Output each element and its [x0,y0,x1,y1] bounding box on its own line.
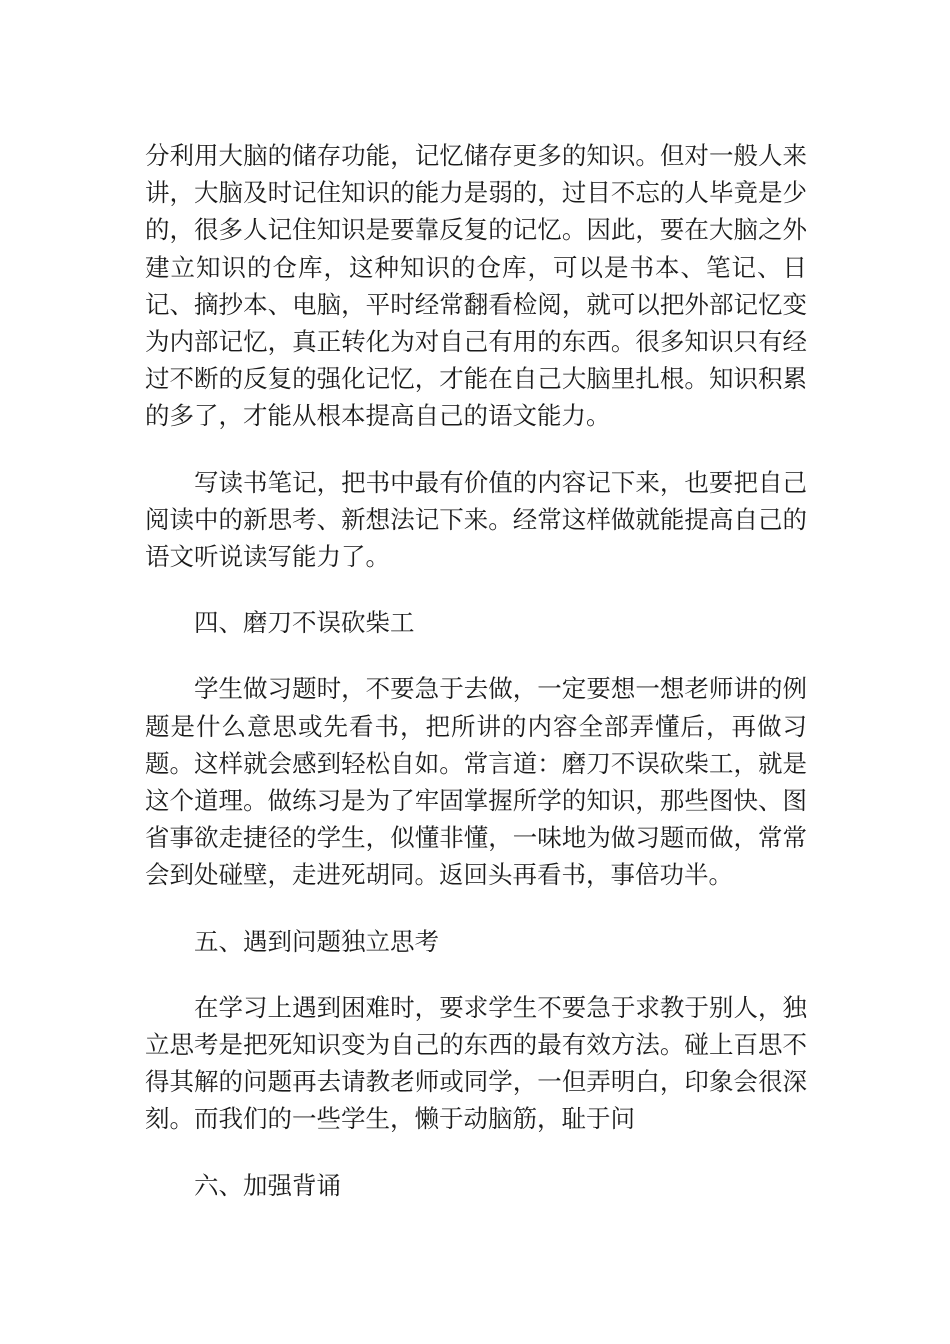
paragraph-reading-notes: 写读书笔记，把书中最有价值的内容记下来，也要把自己阅读中的新思考、新想法记下来。经常这样做就能提高自己的语文听说读写能力了。 [145,467,807,572]
paragraph-sharpen-knife: 学生做习题时，不要急于去做，一定要想一想老师讲的例题是什么意思或先看书，把所讲的内容全部弄懂后，再做习题。这样就会感到轻松自如。常言道：磨刀不误砍柴工，就是这个道理。做练习是为了牢固掌握所学的知识，那些图快、图省事欲走捷径的学生，似懂非懂，一味地为做习题而做，常常会到处碰壁，走进死胡同。返回头再看书，事倍功半。 [145,674,807,890]
paragraph-memory-storage: 分利用大脑的储存功能，记忆储存更多的知识。但对一般人来讲，大脑及时记住知识的能力是弱的，过目不忘的人毕竟是少的，很多人记住知识是要靠反复的记忆。因此，要在大脑之外建立知识的仓库，这种知识的仓库，可以是书本、笔记、日记、摘抄本、电脑，平时经常翻看检阅，就可以把外部记忆变为内部记忆，真正转化为对自己有用的东西。很多知识只有经过不断的反复的强化记忆，才能在自己大脑里扎根。知识积累的多了，才能从根本提高自己的语文能力。 [145,141,807,431]
section-heading-4: 四、磨刀不误砍柴工 [194,608,415,638]
section-heading-5: 五、遇到问题独立思考 [194,926,439,956]
document-page [145,137,807,1233]
section-heading-6: 六、加强背诵 [194,1170,341,1200]
paragraph-independent-thinking: 在学习上遇到困难时，要求学生不要急于求教于别人，独立思考是把死知识变为自己的东西的最有效方法。碰上百思不得其解的问题再去请教老师或同学，一但弄明白，印象会很深刻。而我们的一些学生，懒于动脑筋，耻于问 [145,992,807,1134]
